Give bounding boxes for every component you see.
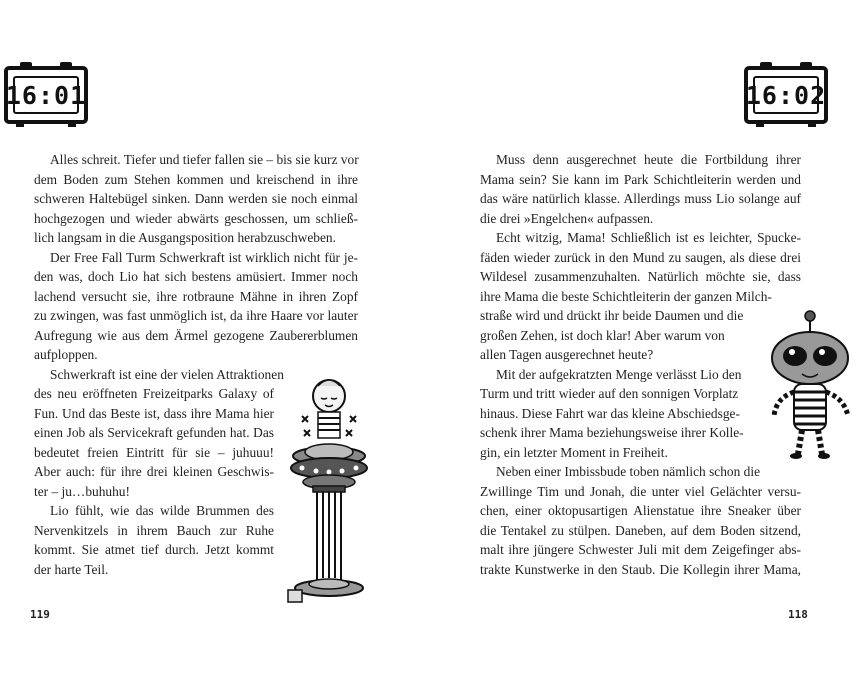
text-line: schweren Haltebügel sinken. Dann werden sie noch einmal <box>34 191 358 206</box>
clock-icon <box>4 66 88 124</box>
text-line: Der Free Fall Turm Schwerkraft ist wirklich nicht für je- <box>50 249 358 265</box>
body-text <box>480 150 801 579</box>
text-line: des neu eröffneten Freizeitparks Galaxy of <box>34 386 274 401</box>
text-line: lich langsam in die Ausgangsposition herabzuschweben. <box>34 230 336 245</box>
text-line: Neben einer Imbissbude toben nämlich schon die <box>496 464 761 479</box>
text-line: Zwillinge Tim und Jonah, die unter viel Gelächter versu- <box>480 483 801 499</box>
text-line: Nervenkitzels in ihrem Bauch zur Ruhe <box>34 522 274 538</box>
text-line: straße wird und drückt ihr beide Daumen und die <box>480 308 744 323</box>
text-line: trakte Kunstwerke in den Staub. Die Kollegin ihrer Mama, <box>480 561 801 577</box>
text-line: dem Boden zum Stehen kommen und kreischend in ihre <box>34 171 358 187</box>
paragraph <box>34 501 274 579</box>
text-line: Schwerkraft ist eine der vielen Attraktionen <box>50 366 284 382</box>
page-number: 119 <box>30 608 50 621</box>
text-line: Wildesel zusammenzuhalten. Natürlich möchte sie, dass <box>480 269 801 284</box>
text-line: einen Job als Servicekraft gefunden hat. Das <box>34 425 274 440</box>
text-line: hochgezogen und wieder abwärts geschossen, um schließ- <box>34 210 358 226</box>
paragraph <box>480 150 801 228</box>
text-line: Turm und tritt wieder auf den sonnigen Vorplatz <box>480 386 739 401</box>
text-line: der harte Teil. <box>34 561 109 577</box>
text-line: zu zwingen, was fast unmöglich ist, da ihre Haare vor lauter <box>34 308 358 323</box>
text-line: Aber auch: für ihre drei kleinen Geschwis- <box>34 464 274 479</box>
paragraph <box>480 462 801 579</box>
text-line: gin, ein letzter Moment in Freiheit. <box>480 444 668 460</box>
text-line: lachend versucht sie, ihre rotbraune Mähne in ihren Zopf <box>34 288 358 304</box>
text-line: die drei »Engelchen« aufpassen. <box>480 210 654 226</box>
alien-illustration <box>766 306 855 466</box>
clock-icon <box>744 66 828 124</box>
page-number: 118 <box>788 608 808 621</box>
text-line: malt ihre jüngere Schwester Juli mit dem Zeigefinger abs- <box>480 542 801 557</box>
text-line: Mama sein? Sie kann im Park Schichtleiterin werden und <box>480 171 801 187</box>
text-line: fäden wieder zurück in den Mund zu saugen, als diese drei <box>480 249 801 265</box>
paragraph <box>34 248 358 365</box>
text-line: den was, doch Lio hat sich bestens amüsiert. Immer noch <box>34 269 358 284</box>
text-line: hinaus. Diese Fahrt war das kleine Abschiedsge- <box>480 405 740 421</box>
clock-time: 16:01 <box>13 76 79 114</box>
text-line: ihre Mama die beste Schichtleiterin der ganzen Milch- <box>480 288 772 304</box>
clock-time: 16:02 <box>753 76 819 114</box>
text-line: kommt. Sie atmet tief durch. Jetzt kommt <box>34 542 274 557</box>
paragraph <box>480 365 744 463</box>
text-line: Muss denn ausgerechnet heute die Fortbildung ihrer <box>496 152 801 167</box>
text-line: die Tentakel zu stülpen. Daneben, auf dem Boden sitzend, <box>480 522 801 538</box>
text-line: Fun. Und das Beste ist, dass ihre Mama hier <box>34 405 274 421</box>
text-line: Echt witzig, Mama! Schließlich ist es leichter, Spucke- <box>496 230 801 245</box>
text-line: aufploppen. <box>34 347 98 362</box>
free-fall-tower-illustration <box>280 372 380 612</box>
text-line: Aufregung wie aus dem Ärmel gezogene Zaubererblumen <box>34 327 358 343</box>
paragraph <box>34 150 358 248</box>
text-line: das wäre natürlich klasse. Allerdings muss Lio solange auf <box>480 191 801 206</box>
text-line: Mit der aufgekratzten Menge verlässt Lio den <box>496 366 742 382</box>
text-line: Alles schreit. Tiefer und tiefer fallen sie – bis sie kurz vor <box>50 152 359 167</box>
text-line: schenk ihrer Mama beziehungsweise ihrer Kolle- <box>480 425 744 440</box>
text-line: ter – ju…buhuhu! <box>34 483 130 499</box>
paragraph <box>34 365 284 502</box>
text-line: allen Tagen ausgerechnet heute? <box>480 347 654 362</box>
text-line: bedeutet freien Eintritt für sie – juhuuu! <box>34 444 274 460</box>
text-line: Lio fühlt, wie das wilde Brummen des <box>50 503 274 518</box>
paragraph <box>480 228 801 365</box>
text-line: großen Zehen, ist doch klar! Aber warum von <box>480 327 725 343</box>
text-line: chen, einer oktopusartigen Alienstatue ihre Sneaker über <box>480 503 801 518</box>
right-page <box>428 0 855 684</box>
